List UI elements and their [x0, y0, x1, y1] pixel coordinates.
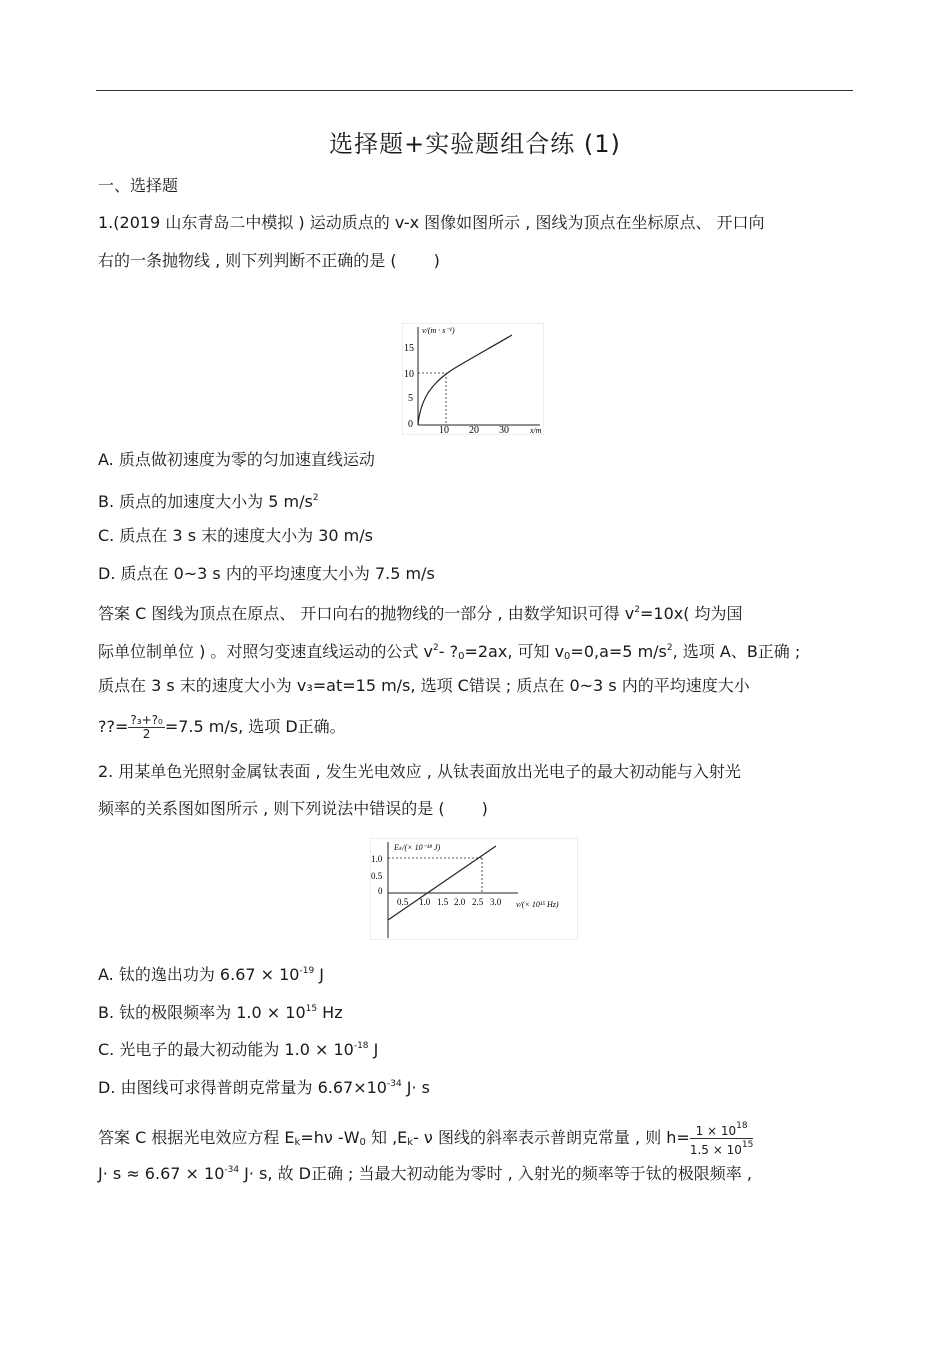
section-heading: 一、选择题 — [98, 176, 179, 195]
q2-option-a: A. 钛的逸出功为 $6.67 \times 10^{-19}$ J — [98, 965, 325, 984]
q1-xtick-30: 30 — [499, 425, 509, 435]
q1-stem-line1: 1.(2019 山东青岛二中模拟 ) 运动质点的 v-x 图像如图所示 , 图线为顶点在坐标原点、 开口向 — [98, 213, 765, 232]
page-title: 选择题+实验题组合练 (1) — [329, 130, 621, 158]
q1-xtick-10: 10 — [439, 425, 449, 435]
q1-option-d: D. 质点在 0~3 s 内的平均速度大小为 7.5 m/s — [98, 564, 435, 583]
q2-xtick-0-5: 0.5 — [397, 897, 409, 907]
q2-option-d: D. 由图线可求得普朗克常量为 $6.67\times 10^{-34}$ J· s — [98, 1078, 430, 1097]
q2-stem-line1: 2. 用某单色光照射金属钛表面 , 发生光电效应 , 从钛表面放出光电子的最大初动能与入射光 — [98, 762, 741, 781]
q2-xtick-1-0: 1.0 — [419, 897, 431, 907]
q2-ek-nu-graph — [370, 838, 578, 940]
q2-ytick-0-5: 0.5 — [371, 871, 383, 881]
q1-option-b: B. 质点的加速度大小为 5 $m/s^2$ — [98, 492, 319, 511]
q1-xtick-20: 20 — [469, 425, 479, 435]
q1-answer-line2: 际单位制单位 ) 。对照匀变速直线运动的公式 $v^2-$ $?_0=2ax$, 可知 $v_0=0,a=5$ $m/s^2$, 选项 A、B正确 ; — [98, 642, 801, 662]
q1-average-velocity-fraction: $\frac{\text{?₃+?₀}}{2}$ — [130, 713, 163, 741]
q1-ytick-0: 0 — [408, 419, 413, 430]
q1-y-axis-label: v/(m · s⁻¹) — [422, 326, 455, 335]
header-rule — [96, 90, 853, 91]
q2-ytick-0: 0 — [378, 886, 383, 896]
q2-answer-line1: 答案 C 根据光电效应方程 $E_k=h\nu$ $-W_0$ 知 $,E_k-$ ν 图线的斜率表示普朗克常量 , 则 h= $\frac{1 \times 10^{18}}{1.5 \times 10^{15}}$ — [98, 1121, 754, 1157]
q1-ytick-5: 5 — [408, 393, 413, 404]
q1-x-axis-label: x/m — [530, 426, 542, 435]
q1-ytick-15: 15 — [404, 343, 414, 354]
q1-vx-graph — [402, 323, 544, 435]
q1-answer-line1: 答案 C 图线为顶点在原点、 开口向右的抛物线的一部分 , 由数学知识可得 $v^2=10x$( 均为国 — [98, 604, 743, 623]
q2-ytick-1-0: 1.0 — [371, 854, 383, 864]
q2-stem-line2: 频率的关系图如图所示 , 则下列说法中错误的是 ( ) — [98, 799, 488, 818]
q2-xtick-2-0: 2.0 — [454, 897, 466, 907]
q2-xtick-1-5: 1.5 — [437, 897, 449, 907]
q1-ytick-10: 10 — [404, 369, 414, 380]
q2-planck-fraction: $\frac{1 \times 10^{18}}{1.5 \times 10^{15}}$ — [689, 1121, 754, 1157]
q2-xtick-3-0: 3.0 — [490, 897, 502, 907]
q2-xtick-2-5: 2.5 — [472, 897, 484, 907]
q2-option-b: B. 钛的极限频率为 $1.0 \times 10^{15}$ Hz — [98, 1003, 343, 1022]
q2-x-axis-label: ν/(× 10¹⁵ Hz) — [516, 900, 559, 909]
q1-option-c: C. 质点在 3 s 末的速度大小为 30 m/s — [98, 526, 373, 545]
q1-stem-line2: 右的一条抛物线 , 则下列判断不正确的是 ( ) — [98, 251, 440, 270]
q2-answer-line2: $J\cdot s \approx 6.67 \times 10^{-34}$ J· s, 故 D正确 ; 当最大初动能为零时 , 入射光的频率等于钛的极限频率 , — [98, 1164, 752, 1183]
q1-option-a: A. 质点做初速度为零的匀加速直线运动 — [98, 450, 375, 469]
q2-y-axis-label: Eₖ/(× 10⁻¹⁸ J) — [394, 843, 441, 852]
q1-answer-line3: 质点在 3 s 末的速度大小为 v₃=at=15 m/s, 选项 C错误 ; 质点在 0~3 s 内的平均速度大小 — [98, 676, 750, 695]
q1-answer-line4: ??= $\frac{\text{?₃+?₀}}{2}$ =7.5 m/s, 选项 D正确。 — [98, 713, 346, 741]
q2-option-c: C. 光电子的最大初动能为 $1.0 \times 10^{-18}$ J — [98, 1040, 379, 1059]
